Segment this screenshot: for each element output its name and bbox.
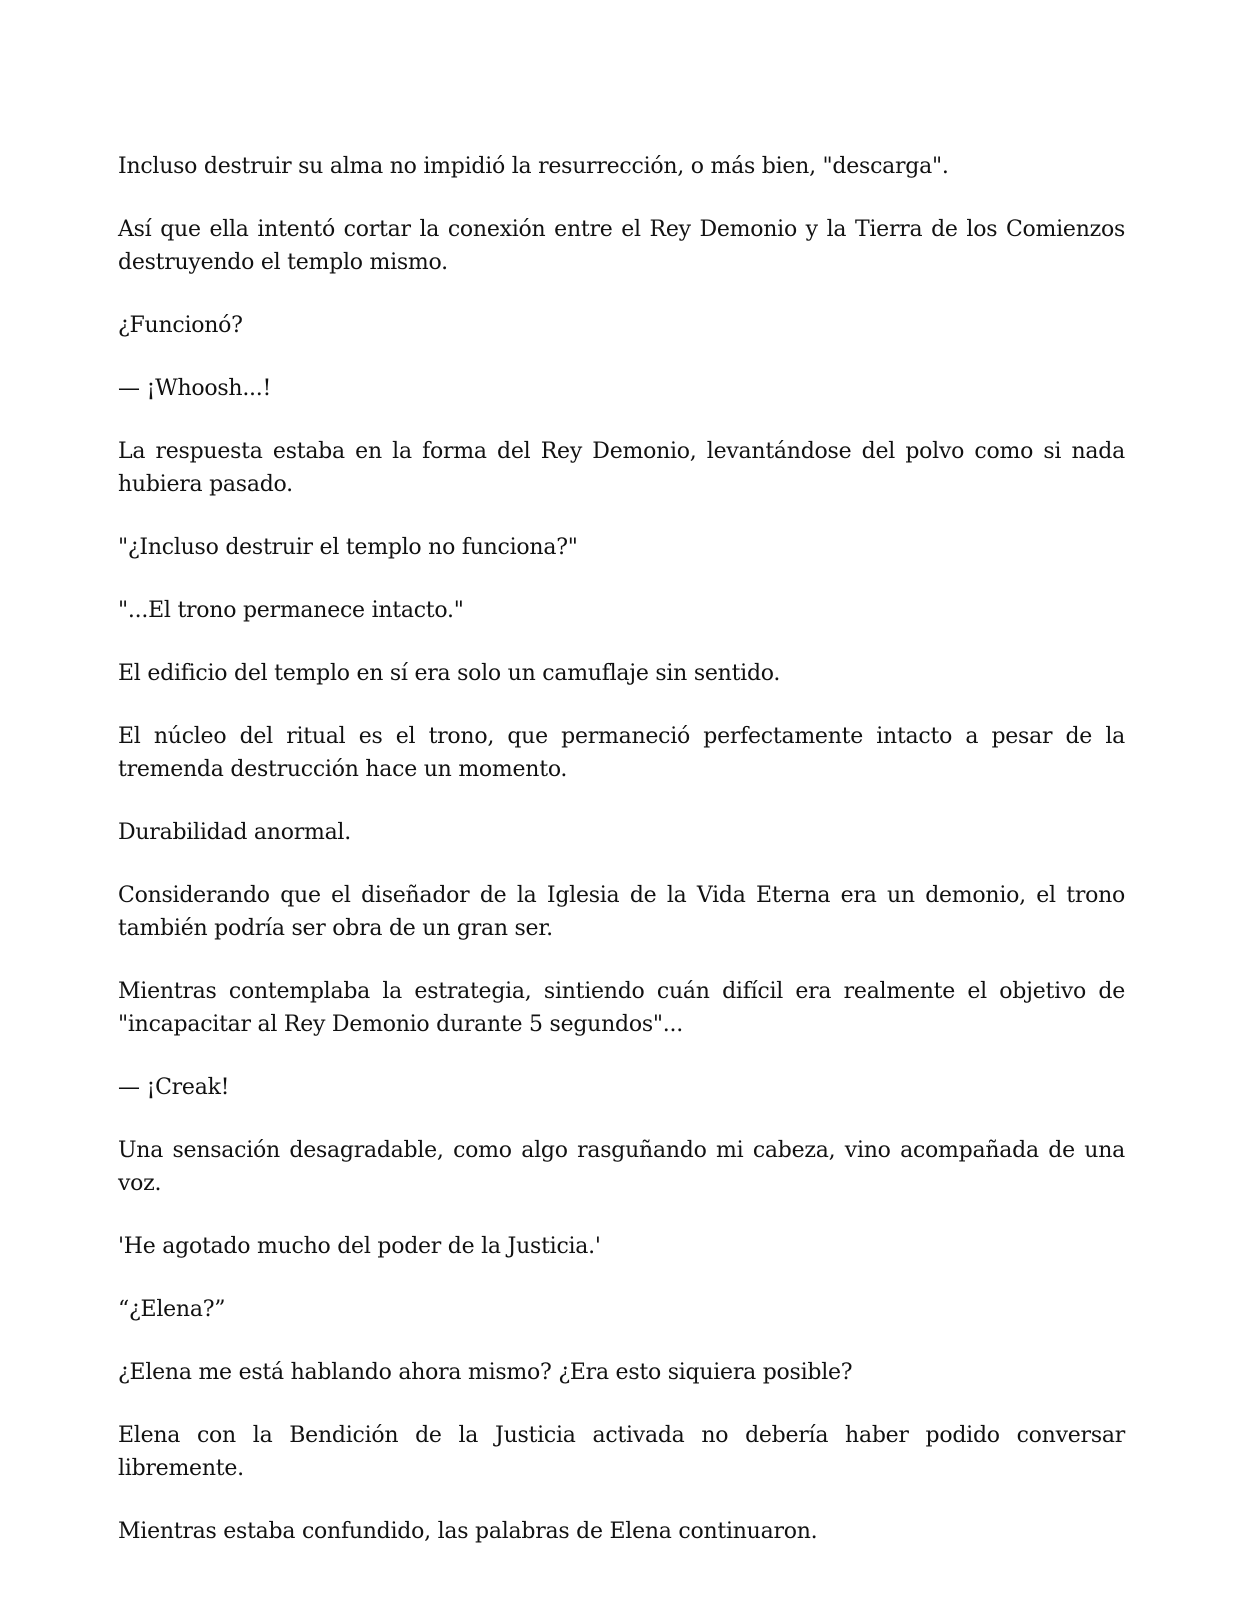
document-body xyxy=(118,150,1125,1578)
paragraph: El núcleo del ritual es el trono, que permaneció perfectamente intacto a pesar de la tremenda destrucción hace un momento. xyxy=(118,724,1125,782)
paragraph: El edificio del templo en sí era solo un camuflaje sin sentido. xyxy=(118,661,781,686)
paragraph: Así que ella intentó cortar la conexión entre el Rey Demonio y la Tierra de los Comienzos destruyendo el templo mismo. xyxy=(118,217,1125,275)
paragraph: ¿Elena me está hablando ahora mismo? ¿Era esto siquiera posible? xyxy=(118,1360,853,1385)
paragraph: 'He agotado mucho del poder de la Justicia.' xyxy=(118,1234,601,1259)
paragraph: Una sensación desagradable, como algo rasguñando mi cabeza, vino acompañada de una voz. xyxy=(118,1138,1125,1196)
paragraph: ¿Funcionó? xyxy=(118,313,243,338)
paragraph: Incluso destruir su alma no impidió la resurrección, o más bien, "descarga". xyxy=(118,154,949,179)
paragraph: La respuesta estaba en la forma del Rey Demonio, levantándose del polvo como si nada hubiera pasado. xyxy=(118,439,1125,497)
paragraph: Mientras estaba confundido, las palabras de Elena continuaron. xyxy=(118,1519,818,1544)
paragraph: Mientras contemplaba la estrategia, sintiendo cuán difícil era realmente el objetivo de "incapacitar al Rey Demonio durante 5 segundos"... xyxy=(118,979,1125,1037)
paragraph: "...El trono permanece intacto." xyxy=(118,598,464,623)
paragraph: “¿Elena?” xyxy=(118,1297,226,1322)
paragraph: Considerando que el diseñador de la Iglesia de la Vida Eterna era un demonio, el trono también podría ser obra de un gran ser. xyxy=(118,883,1125,941)
paragraph: — ¡Whoosh...! xyxy=(118,376,272,401)
paragraph: "¿Incluso destruir el templo no funciona?" xyxy=(118,535,578,560)
paragraph: Durabilidad anormal. xyxy=(118,820,351,845)
paragraph: — ¡Creak! xyxy=(118,1075,230,1100)
paragraph: Elena con la Bendición de la Justicia activada no debería haber podido conversar libremente. xyxy=(118,1423,1125,1481)
